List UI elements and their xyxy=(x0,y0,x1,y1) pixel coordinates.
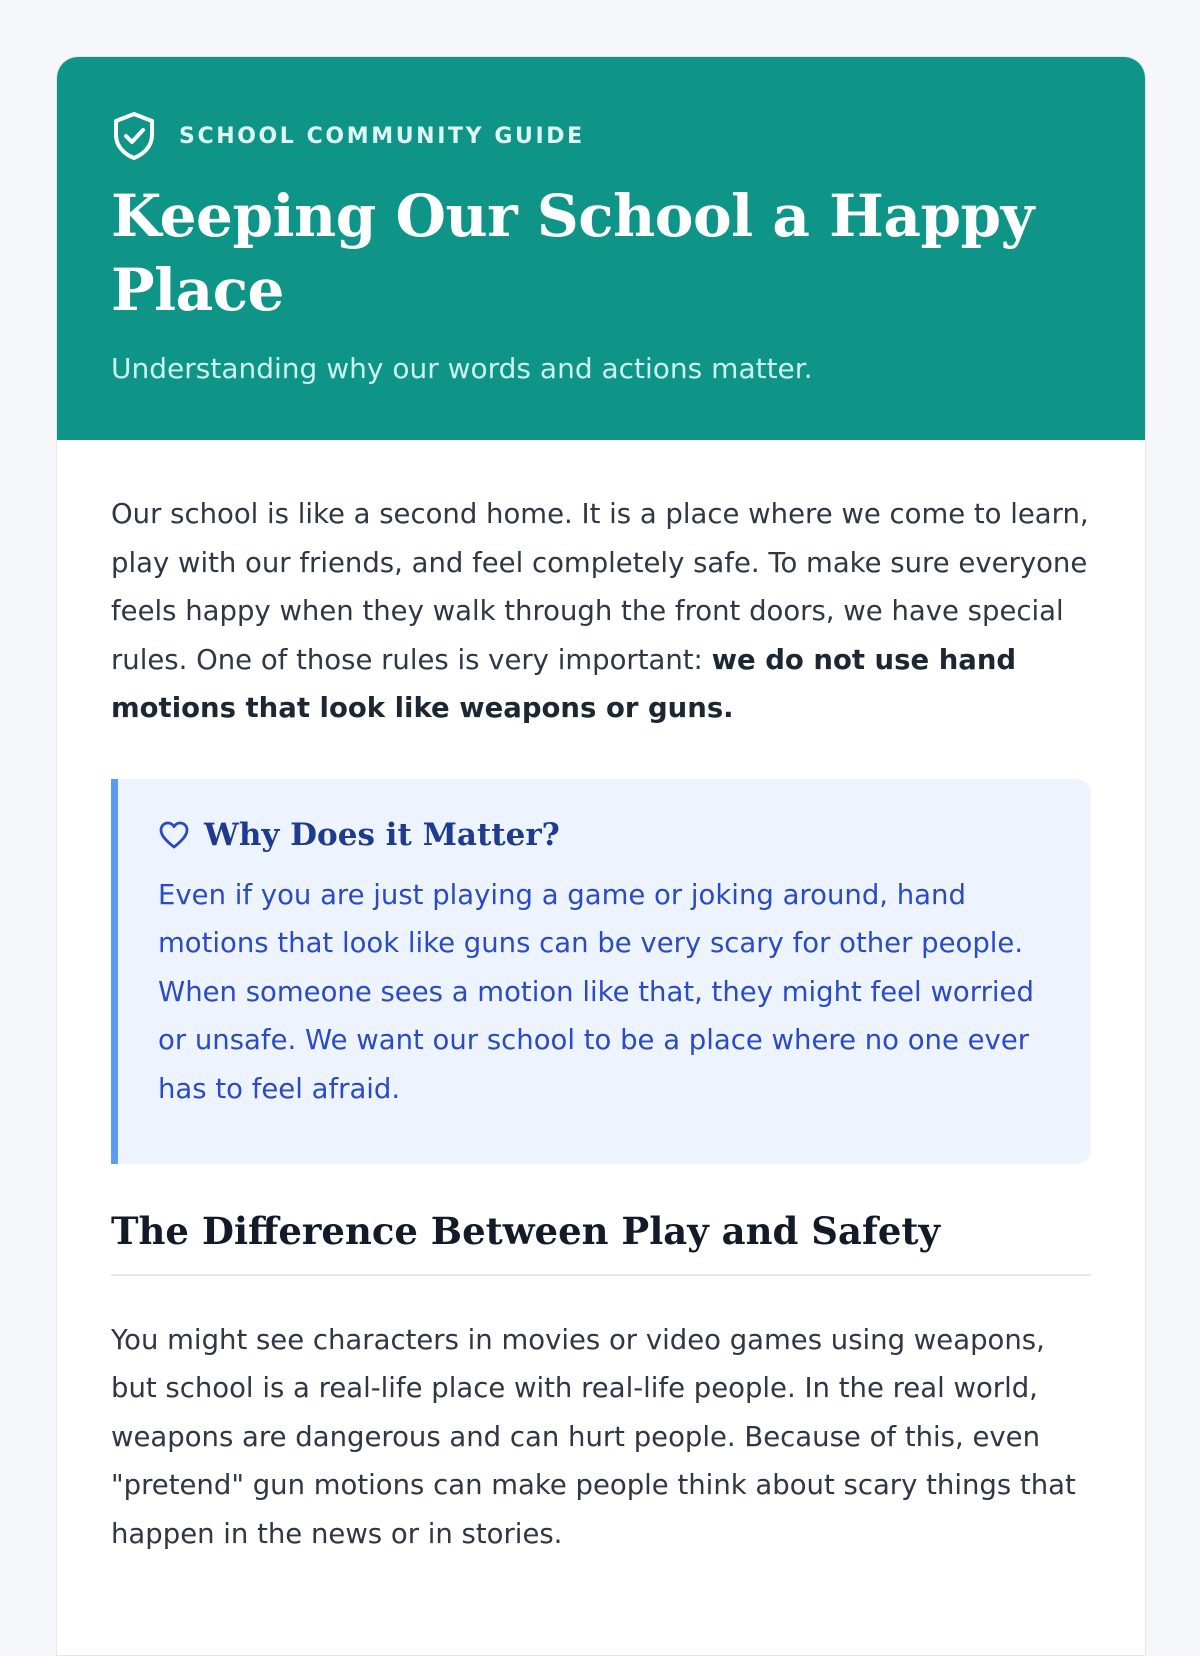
guide-content xyxy=(57,440,1145,1558)
page-title: Keeping Our School a Happy Place xyxy=(111,182,1034,324)
why-it-matters-callout xyxy=(111,779,1091,1164)
page-subtitle: Understanding why our words and actions matter. xyxy=(111,352,813,385)
eyebrow xyxy=(111,111,1091,161)
shield-check-icon xyxy=(111,111,157,161)
section-paragraph: You might see characters in movies or video games using weapons, but school is a real-life place with real-life people. In the real world, weapons are dangerous and can hurt people. Because of this, even "pretend" gun motions can make people think about scary things that happen in the news or in stories. xyxy=(111,1323,1076,1550)
callout-title: Why Does it Matter? xyxy=(204,816,560,853)
callout-body: Even if you are just playing a game or joking around, hand motions that look like guns can be very scary for other people. When someone sees a motion like that, they might feel worried or unsafe. We want our school to be a place where no one ever has to feel afraid. xyxy=(158,878,1034,1105)
intro-emphasis: we do not use hand motions that look like weapons or guns. xyxy=(111,643,1017,724)
intro-text: Our school is like a second home. It is a place where we come to learn, play with our friends, and feel completely safe. To make sure everyone feels happy when they walk through the front doors, we have special rules. One of those rules is very important: xyxy=(111,498,1089,676)
heart-icon xyxy=(158,820,190,850)
intro-paragraph xyxy=(111,490,1091,733)
section-heading: The Difference Between Play and Safety xyxy=(111,1206,1091,1276)
eyebrow-label: SCHOOL COMMUNITY GUIDE xyxy=(179,123,585,149)
guide-card xyxy=(56,56,1146,1656)
callout-header xyxy=(158,817,1051,853)
hero-banner xyxy=(57,57,1145,440)
